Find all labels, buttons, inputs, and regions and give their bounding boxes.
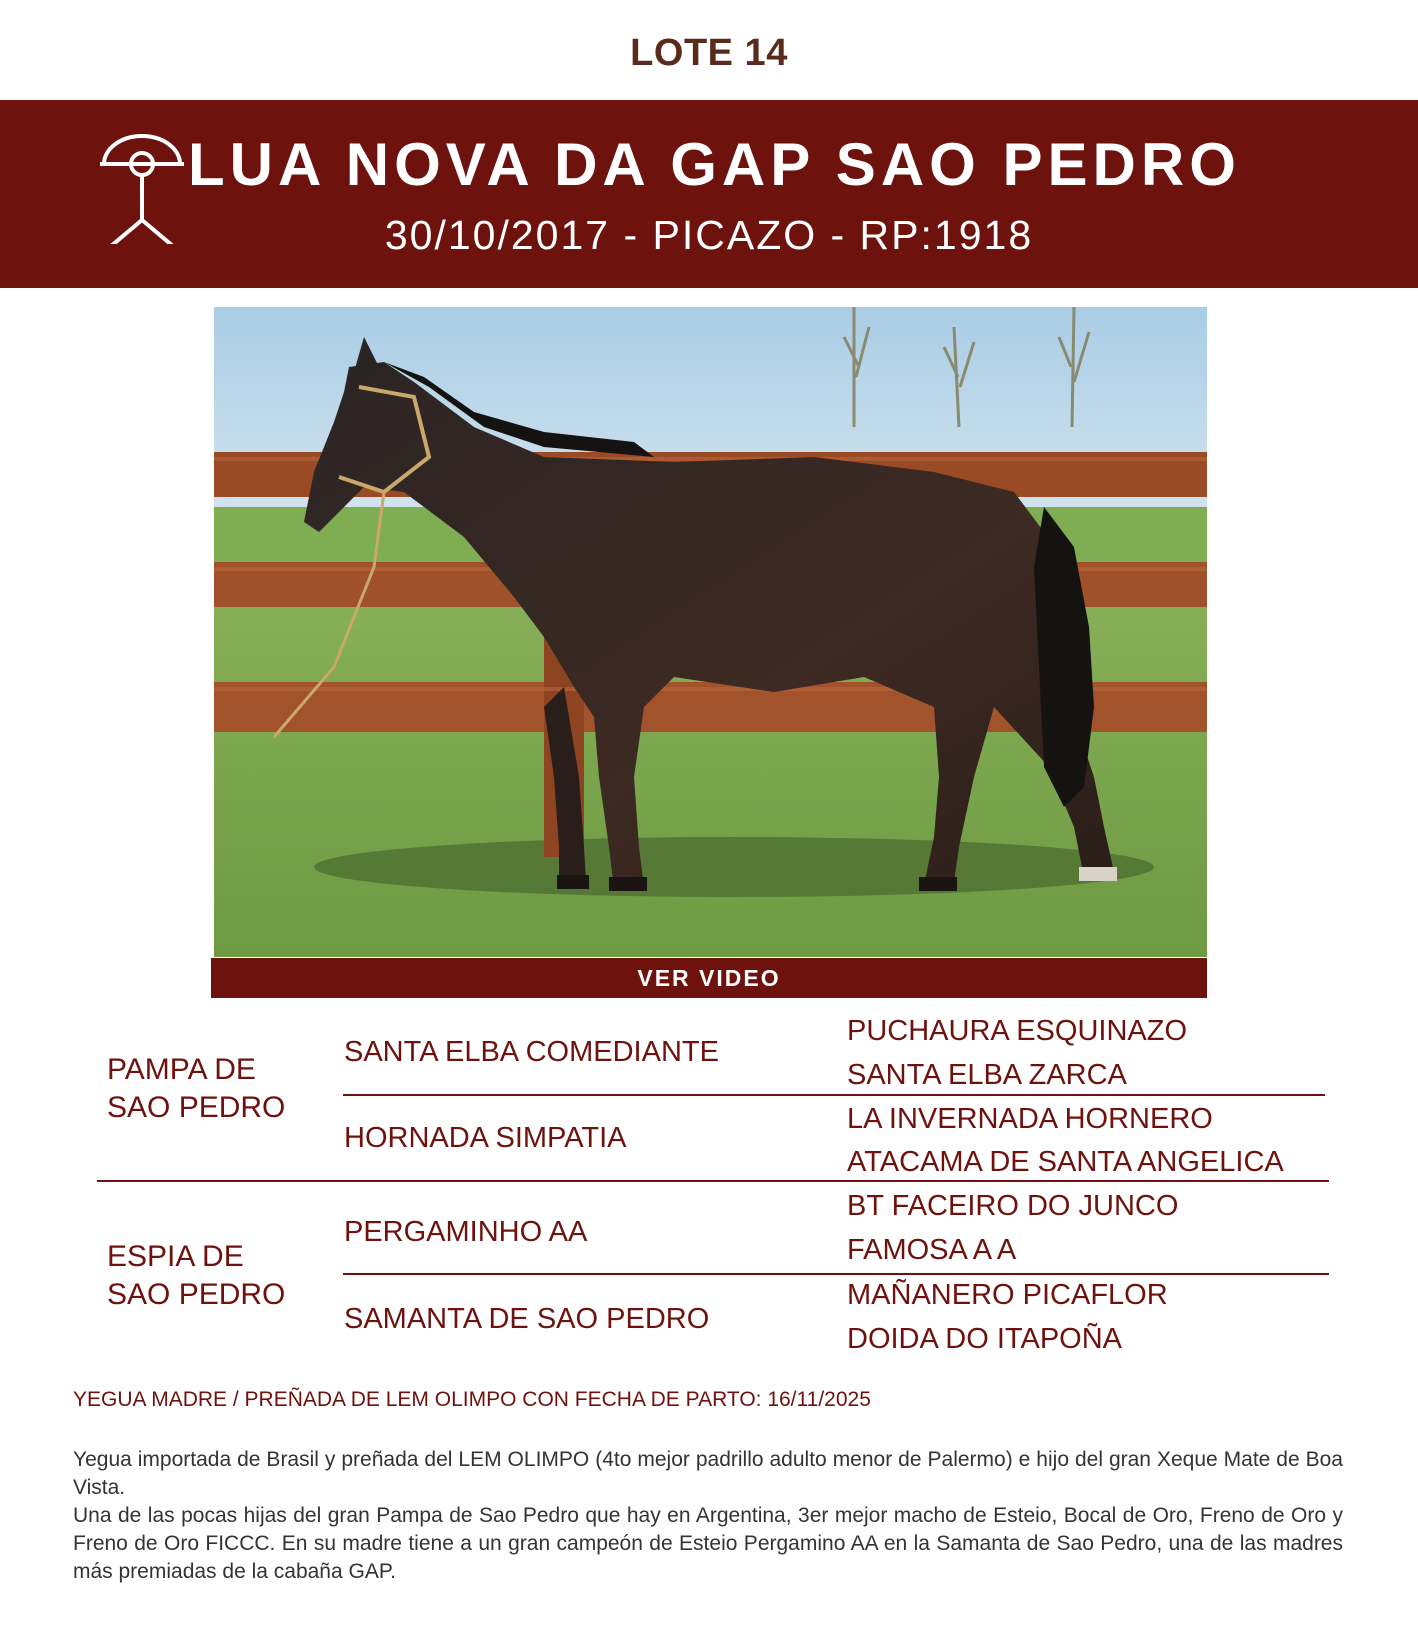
pedigree-sire-dam-sire: LA INVERNADA HORNERO: [847, 1103, 1213, 1135]
pedigree-sire-sire-dam: SANTA ELBA ZARCA: [847, 1059, 1127, 1091]
pedigree-main-divider: [97, 1180, 1329, 1182]
lot-number: LOTE 14: [630, 32, 788, 74]
pedigree-sire-line2: SAO PEDRO: [107, 1091, 286, 1124]
pedigree-dam-sire-dam: FAMOSA A A: [847, 1234, 1017, 1266]
pedigree-sire-sire-sire: PUCHAURA ESQUINAZO: [847, 1015, 1187, 1047]
pedigree-sire-line1: PAMPA DE: [107, 1053, 256, 1086]
pedigree-sire: [107, 1051, 285, 1127]
horse-name: LUA NOVA DA GAP SAO PEDRO: [188, 131, 1241, 198]
title-banner: [0, 100, 1418, 288]
description: [73, 1446, 1343, 1586]
horse-details: 30/10/2017 - PICAZO - RP:1918: [384, 212, 1034, 258]
pedigree-sire-dam-dam: ATACAMA DE SANTA ANGELICA: [847, 1146, 1284, 1178]
horse-photo: [214, 307, 1207, 957]
pedigree-dam: [107, 1238, 285, 1314]
pedigree-dam-line2: SAO PEDRO: [107, 1278, 286, 1311]
description-paragraph: Una de las pocas hijas del gran Pampa de Sao Pedro que hay en Argentina, 3er mejor macho de Esteio, Bocal de Oro, Freno de Oro y Freno de Oro FICCC. En su madre tiene a un gran campeón de Esteio Pergamino AA en la Samanta de Sao Pedro, una de las madres más premiadas de la cabaña GAP.: [73, 1504, 1343, 1583]
pedigree-dam-sire-sire: BT FACEIRO DO JUNCO: [847, 1190, 1179, 1222]
pedigree-dam-line1: ESPIA DE: [107, 1240, 244, 1273]
pedigree-dam-dam-sire: MAÑANERO PICAFLOR: [847, 1279, 1168, 1311]
pedigree-dam-dam-dam: DOIDA DO ITAPOÑA: [847, 1323, 1123, 1355]
status-line: YEGUA MADRE / PREÑADA DE LEM OLIMPO CON FECHA DE PARTO: 16/11/2025: [73, 1388, 871, 1411]
pedigree-dam-dam: SAMANTA DE SAO PEDRO: [344, 1303, 710, 1335]
pedigree-dam-sire: PERGAMINHO AA: [344, 1216, 588, 1248]
pedigree-sire-dam: HORNADA SIMPATIA: [344, 1122, 627, 1154]
pedigree-sire-sire: SANTA ELBA COMEDIANTE: [344, 1036, 719, 1068]
description-paragraph: Yegua importada de Brasil y preñada del LEM OLIMPO (4to mejor padrillo adulto menor de Palermo) e hijo del gran Xeque Mate de Boa Vista.: [73, 1448, 1343, 1499]
watch-video-button[interactable]: VER VIDEO: [211, 958, 1207, 998]
pedigree-divider: [343, 1094, 1325, 1096]
pedigree-divider: [343, 1273, 1329, 1275]
